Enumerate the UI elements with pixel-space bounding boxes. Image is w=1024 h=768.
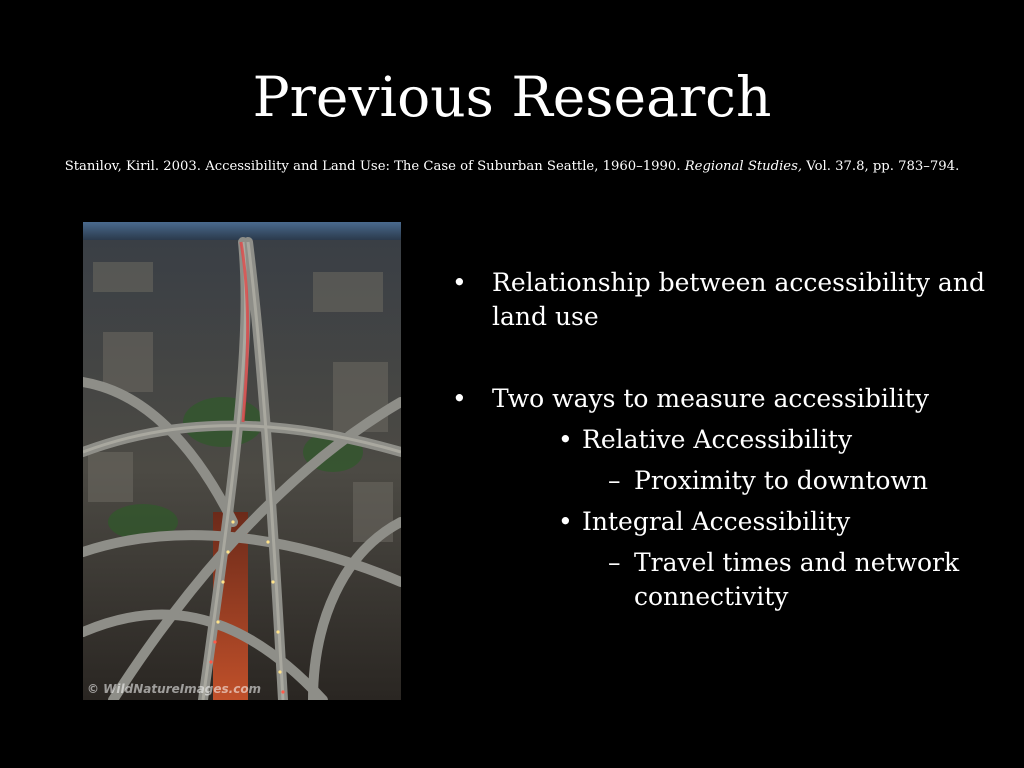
freeway-interchange-illustration [83, 222, 401, 700]
bullet-item [452, 266, 1012, 334]
image-watermark: © WildNatureImages.com [87, 682, 262, 696]
bullet-text: Two ways to measure accessibility [492, 384, 929, 413]
sub-sub-bullet-text: Proximity to downtown [634, 466, 928, 495]
citation [0, 157, 1024, 177]
bullet-item [452, 382, 1012, 416]
sub-bullet-text: Integral Accessibility [582, 507, 851, 536]
citation-suffix: Vol. 37.8, pp. 783–794. [802, 159, 960, 174]
sub-bullet-item [452, 423, 1012, 457]
bullet-list [452, 266, 1012, 614]
sub-bullet-marker: • [558, 425, 573, 454]
dash-marker: – [608, 548, 621, 577]
bullet-marker: • [452, 384, 467, 413]
citation-prefix: Stanilov, Kiril. 2003. Accessibility and Land Use: The Case of Suburban Seattle, 1960–1990. [64, 159, 685, 174]
sub-sub-bullet-text: Travel times and network connectivity [634, 548, 960, 611]
bullet-marker: • [452, 268, 467, 297]
dash-marker: – [608, 466, 621, 495]
citation-journal: Regional Studies, [684, 159, 803, 174]
sub-bullet-marker: • [558, 507, 573, 536]
sub-sub-bullet-item [452, 464, 1012, 498]
bullet-text: Relationship between accessibility and land use [492, 268, 985, 331]
slide-title: Previous Research [252, 65, 772, 129]
sub-bullet-item [452, 505, 1012, 539]
freeway-interchange-image [83, 222, 401, 700]
sub-bullet-text: Relative Accessibility [582, 425, 853, 454]
sub-sub-bullet-item [452, 546, 964, 614]
